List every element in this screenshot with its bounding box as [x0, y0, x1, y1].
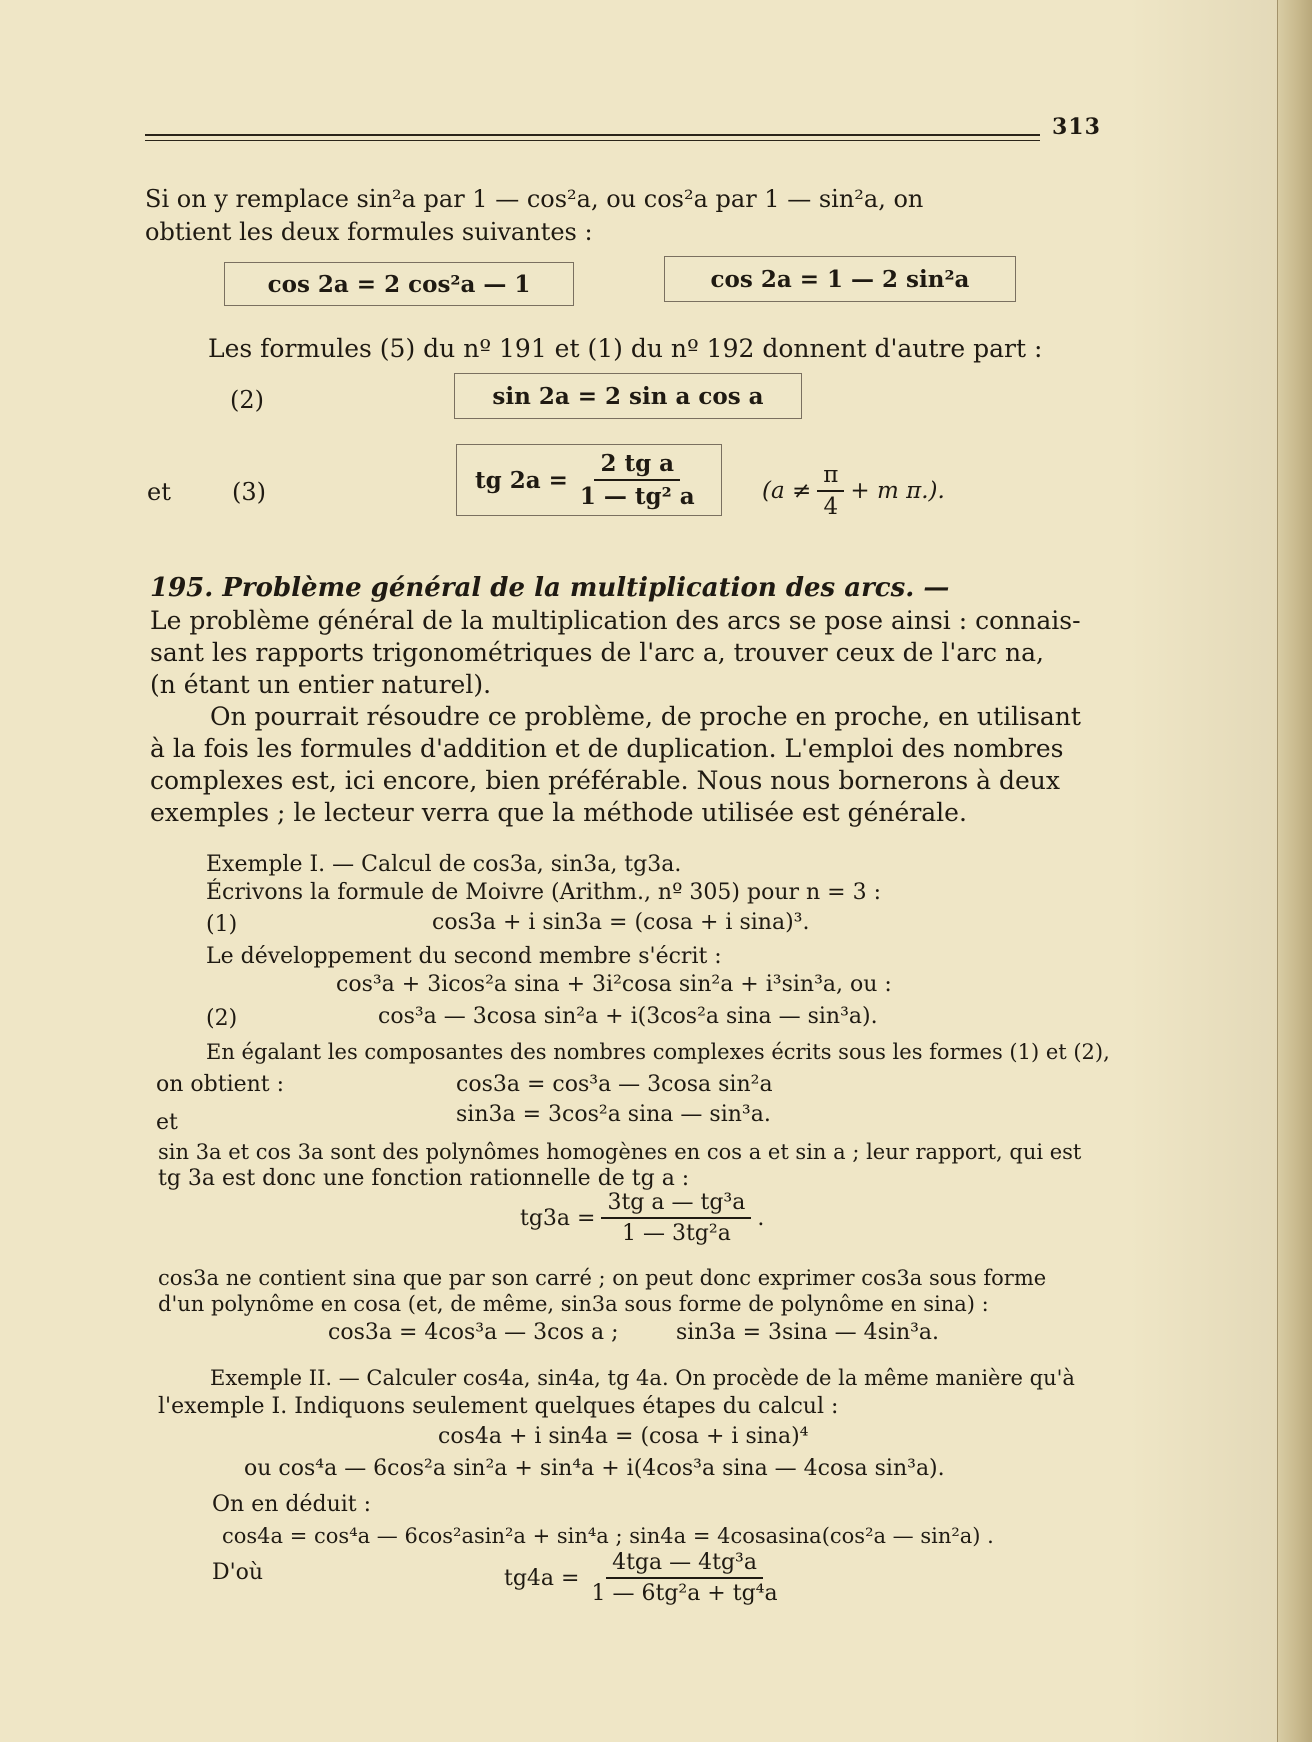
- example-1-poly-2: tg 3a est donc une fonction rationnelle de tg a :: [158, 1166, 690, 1191]
- example-1-eq1-label: (1): [206, 912, 238, 937]
- tg4a-numerator: 4tga — 4tg³a: [606, 1550, 763, 1579]
- s195-line-5: à la fois les formules d'addition et de duplication. L'emploi des nombres: [150, 734, 1064, 763]
- tg3a-denominator: 1 — 3tg²a: [621, 1221, 731, 1246]
- example-1-poly-1: sin 3a et cos 3a sont des polynômes homogènes en cos a et sin a ; leur rapport, qui est: [158, 1140, 1082, 1164]
- s195-line-2: sant les rapports trigonométriques de l'arc a, trouver ceux de l'arc na,: [150, 638, 1044, 667]
- tg3a-numerator: 3tg a — tg³a: [601, 1190, 751, 1219]
- example-1-title: Exemple I. — Calcul de cos3a, sin3a, tg3a.: [206, 852, 682, 877]
- condition-fraction: [817, 462, 844, 520]
- label-et: et: [147, 478, 171, 506]
- label-3: (3): [232, 478, 266, 506]
- formula-box-cos2a-1: cos 2a = 2 cos²a — 1: [224, 262, 574, 306]
- example-1-egal: En égalant les composantes des nombres complexes écrits sous les formes (1) et (2),: [206, 1040, 1110, 1064]
- intro-line-1: Si on y remplace sin²a par 1 — cos²a, ou cos²a par 1 — sin²a, on: [145, 185, 924, 213]
- tg4a-formula: [504, 1550, 790, 1606]
- example-2-title: Exemple II. — Calculer cos4a, sin4a, tg 4a. On procède de la même manière qu'à: [210, 1366, 1075, 1390]
- formula-box-tg2a: [456, 444, 722, 516]
- section-195-heading: 195. Problème général de la multiplication des arcs. —: [150, 573, 950, 603]
- example-1-dev-eq: cos³a + 3icos²a sina + 3i²cosa sin²a + i³sin³a, ou :: [336, 972, 892, 997]
- s195-line-6: complexes est, ici encore, bien préférable. Nous nous bornerons à deux: [150, 766, 1060, 795]
- header-rule: [145, 134, 1040, 136]
- tg3a-formula: [520, 1190, 764, 1246]
- s195-line-1: Le problème général de la multiplication des arcs se pose ainsi : connais-: [150, 606, 1081, 635]
- example-1-eq1: cos3a + i sin3a = (cosa + i sina)³.: [432, 910, 810, 935]
- example-2-eq1: cos4a + i sin4a = (cosa + i sina)⁴: [438, 1424, 809, 1449]
- example-1-carre-2: d'un polynôme en cosa (et, de même, sin3a sous forme de polynôme en sina) :: [158, 1292, 989, 1316]
- example-1-obtient: on obtient :: [156, 1072, 285, 1097]
- page-number: 313: [1052, 114, 1101, 140]
- page-edge: [1277, 0, 1312, 1742]
- example-1-cos3a: cos3a = cos³a — 3cosa sin²a: [456, 1072, 773, 1097]
- s195-line-3: (n étant un entier naturel).: [150, 670, 492, 699]
- example-1-et: et: [156, 1110, 178, 1135]
- header-rule-thin: [145, 140, 1040, 141]
- example-1-eq2: cos³a — 3cosa sin²a + i(3cos²a sina — sin³a).: [378, 1004, 878, 1029]
- s195-line-7: exemples ; le lecteur verra que la méthode utilisée est générale.: [150, 798, 967, 827]
- tg4a-fraction: [585, 1550, 783, 1606]
- formula-box-cos2a-2: cos 2a = 1 — 2 sin²a: [664, 256, 1016, 302]
- example-1-sin3a: sin3a = 3cos²a sina — sin³a.: [456, 1102, 771, 1127]
- s195-line-4: On pourrait résoudre ce problème, de proche en proche, en utilisant: [210, 702, 1081, 731]
- tg2a-lhs: tg 2a =: [475, 466, 568, 494]
- intro-line-2: obtient les deux formules suivantes :: [145, 218, 593, 246]
- tg2a-condition: [762, 462, 945, 520]
- example-1-moivre: Écrivons la formule de Moivre (Arithm., nº 305) pour n = 3 :: [206, 880, 881, 905]
- tg3a-period: .: [757, 1205, 765, 1231]
- example-1-final-sin: sin3a = 3sina — 4sin³a.: [676, 1320, 940, 1345]
- tg3a-fraction: [601, 1190, 751, 1246]
- formula-box-sin2a: sin 2a = 2 sin a cos a: [454, 373, 802, 419]
- example-2-cos4a: cos4a = cos⁴a — 6cos²asin²a + sin⁴a ; sin4a = 4cosasina(cos²a — sin²a) .: [222, 1524, 994, 1548]
- tg2a-numerator: 2 tg a: [594, 450, 680, 481]
- example-2-dou: D'où: [212, 1560, 264, 1585]
- condition-right: + m π.).: [850, 478, 945, 504]
- tg4a-denominator: 1 — 6tg²a + tg⁴a: [591, 1581, 778, 1606]
- formulas-reference-line: Les formules (5) du nº 191 et (1) du nº 192 donnent d'autre part :: [208, 334, 1043, 363]
- example-1-dev: Le développement du second membre s'écrit :: [206, 944, 722, 969]
- tg2a-denominator: 1 — tg² a: [579, 483, 695, 510]
- example-1-eq2-label: (2): [206, 1006, 238, 1031]
- example-1-carre-1: cos3a ne contient sina que par son carré ; on peut donc exprimer cos3a sous forme: [158, 1266, 1047, 1290]
- tg3a-lhs: tg3a =: [520, 1205, 596, 1231]
- example-2-eq2: ou cos⁴a — 6cos²a sin²a + sin⁴a + i(4cos³a sina — 4cosa sin³a).: [244, 1456, 945, 1481]
- example-2-deduit: On en déduit :: [212, 1492, 372, 1517]
- label-2: (2): [230, 386, 264, 414]
- condition-pi: π: [817, 462, 844, 492]
- example-1-final-cos: cos3a = 4cos³a — 3cos a ;: [328, 1320, 619, 1345]
- condition-4: 4: [823, 494, 839, 520]
- condition-left: (a ≠: [762, 478, 812, 504]
- tg2a-fraction: [574, 450, 701, 510]
- tg4a-lhs: tg4a =: [504, 1565, 580, 1591]
- example-2-line-2: l'exemple I. Indiquons seulement quelques étapes du calcul :: [158, 1394, 839, 1419]
